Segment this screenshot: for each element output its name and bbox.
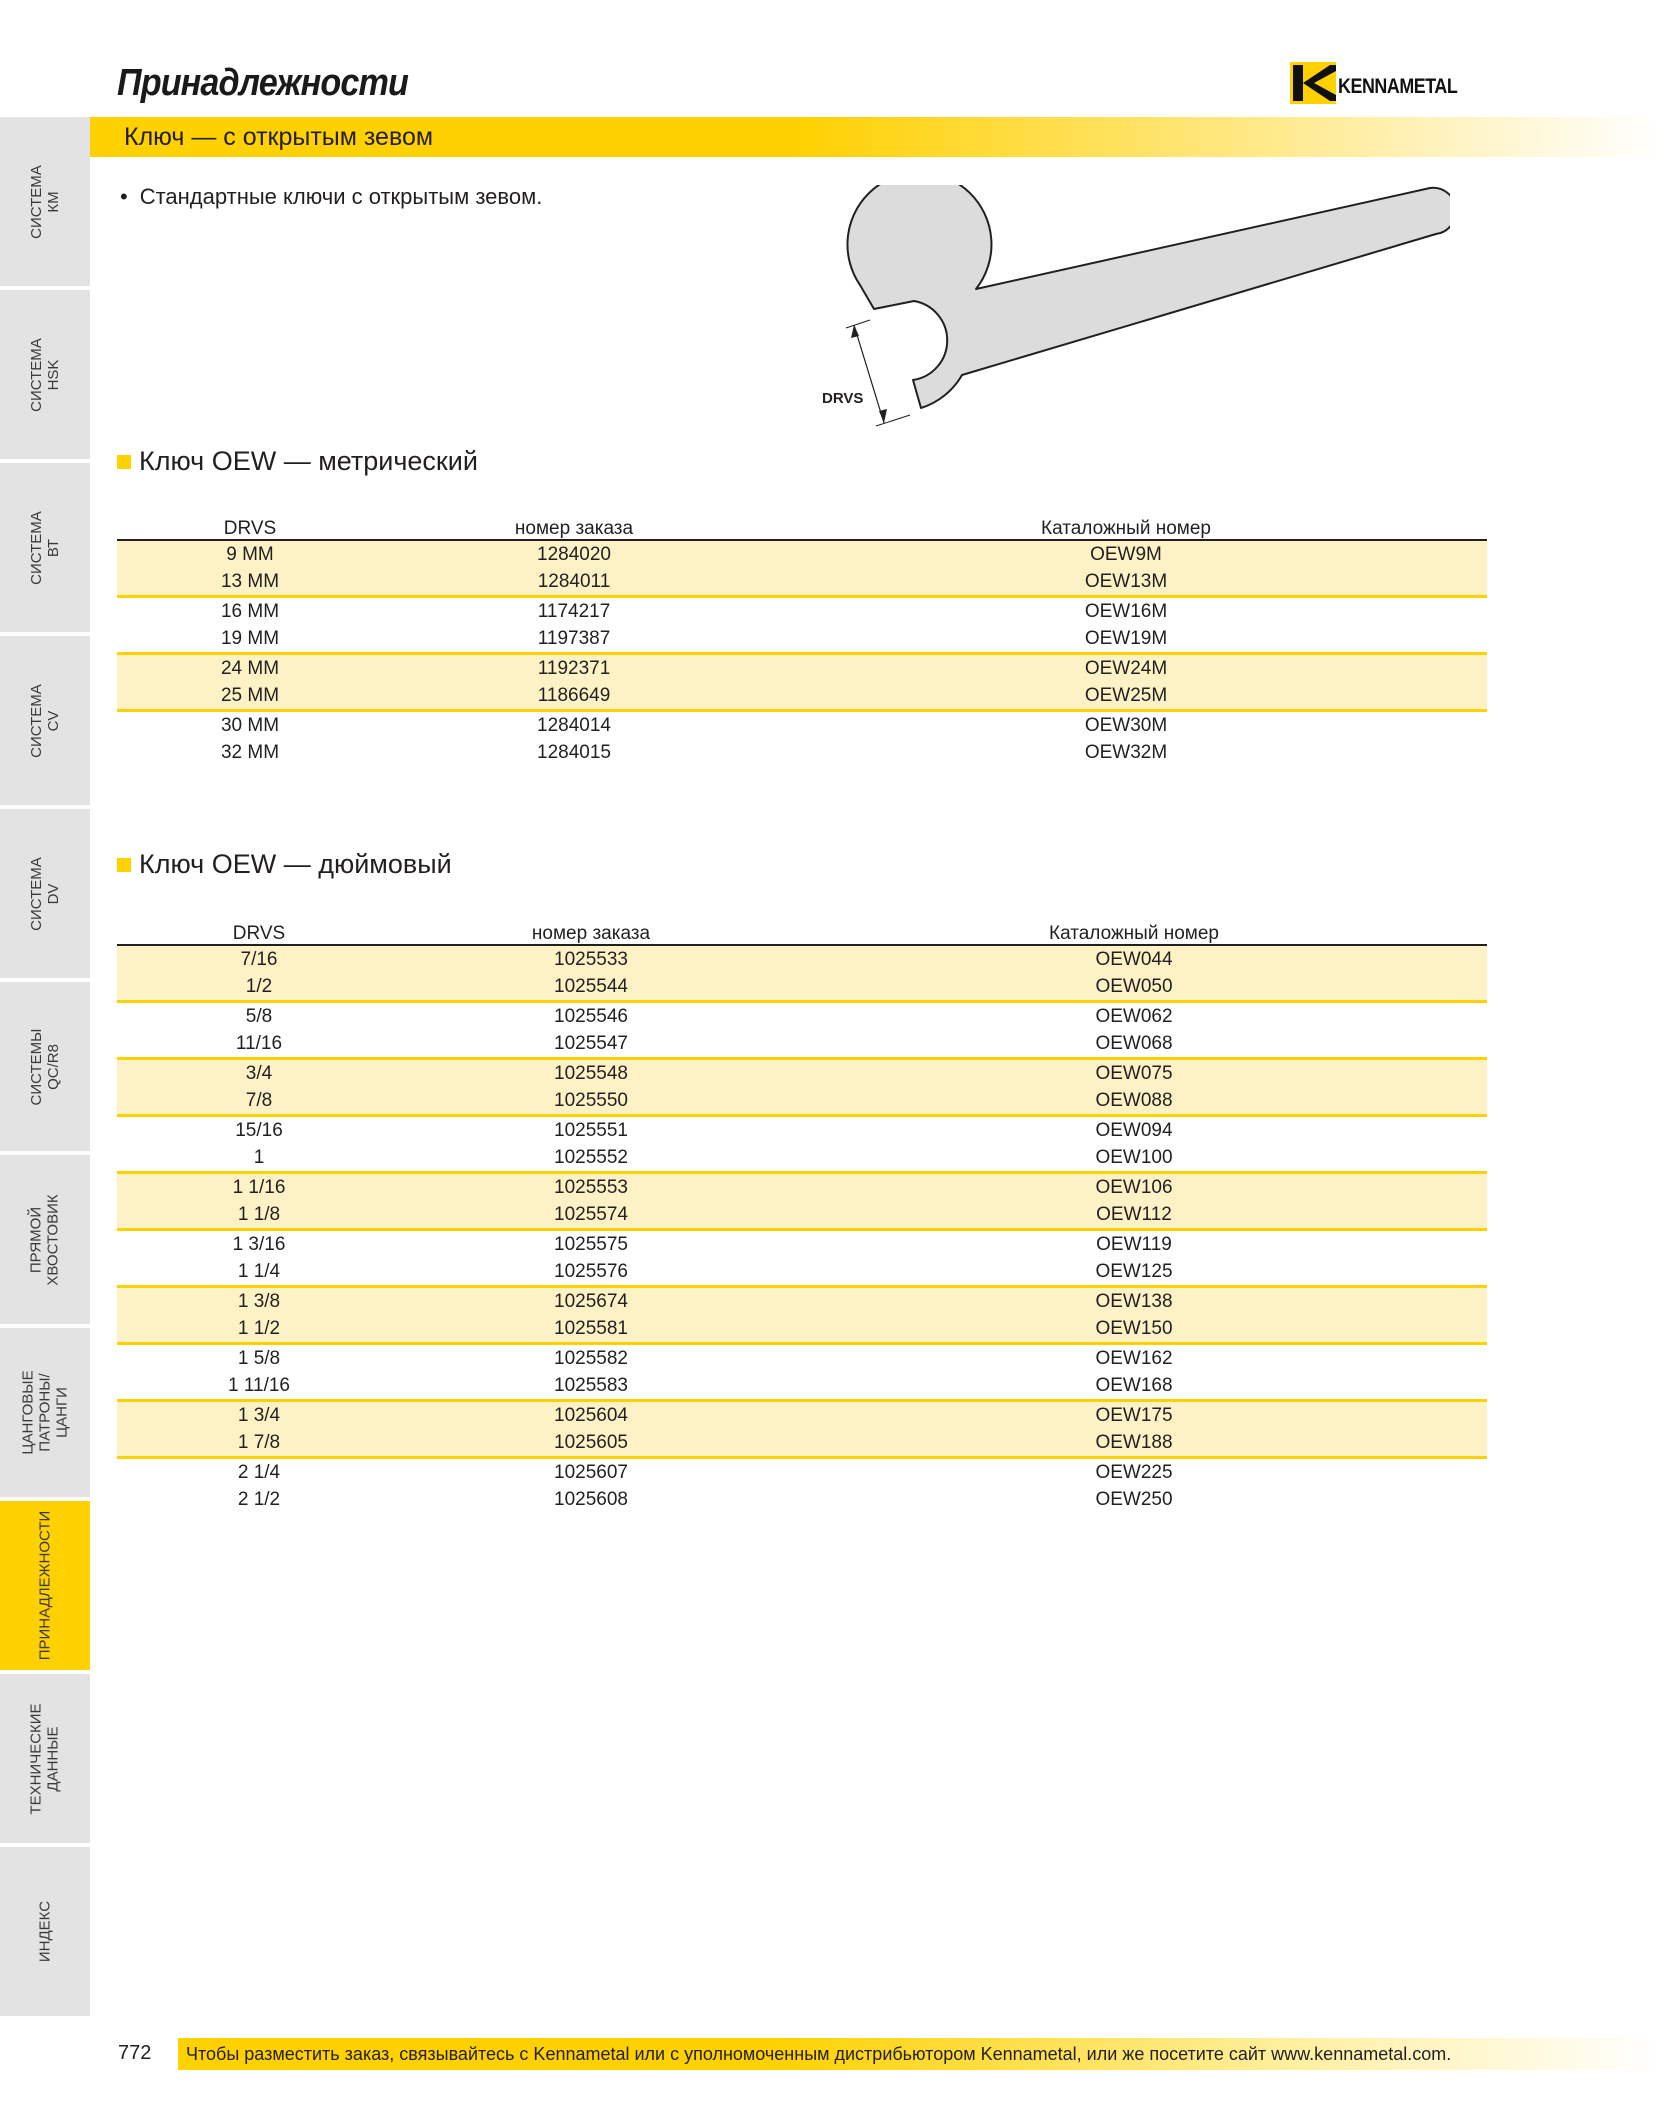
chapter-sidebar (0, 117, 90, 2020)
cell-order-number: 1025604 (554, 1405, 628, 1426)
page-footer (0, 2038, 1658, 2072)
table-row (117, 1372, 1487, 1401)
cell-catalog-number: OEW25M (1084, 685, 1168, 706)
table-row (117, 1059, 1487, 1088)
cell-drvs: 24 MM (220, 658, 280, 679)
sidebar-tab-label: ТЕХНИЧЕСКИЕ ДАННЫЕ (28, 1702, 62, 1815)
sidebar-tab-label: СИСТЕМА CV (28, 683, 62, 758)
cell-catalog-number: OEW068 (1095, 1033, 1173, 1054)
cell-drvs: 25 MM (220, 685, 280, 706)
cell-order-number: 1025548 (554, 1063, 628, 1084)
cell-drvs: 2 1/4 (237, 1462, 281, 1483)
cell-order-number: 1025605 (554, 1432, 628, 1453)
sidebar-tab-label: СИСТЕМА КМ (28, 164, 62, 239)
sidebar-tab-label: ПРЯМОЙ ХВОСТОВИК (28, 1193, 63, 1286)
row-group (117, 1287, 1487, 1344)
table-row (117, 1144, 1487, 1173)
cell-catalog-number: OEW32M (1084, 742, 1168, 763)
metric-section-title (117, 446, 478, 477)
cell-drvs: 19 MM (220, 628, 280, 649)
cell-catalog-number: OEW138 (1095, 1291, 1173, 1312)
cell-drvs: 15/16 (235, 1120, 283, 1141)
table-row (117, 1315, 1487, 1344)
table-row (117, 1458, 1487, 1487)
cell-catalog-number: OEW24M (1084, 658, 1168, 679)
cell-catalog-number: OEW094 (1095, 1120, 1173, 1141)
cell-order-number: 1025546 (554, 1006, 628, 1027)
cell-order-number: 1174217 (537, 601, 611, 622)
table-row (117, 973, 1487, 1002)
cell-drvs: 1 3/8 (237, 1291, 281, 1312)
column-header-drvs: DRVS (117, 924, 401, 945)
cell-order-number: 1025575 (554, 1234, 628, 1255)
table-row (117, 540, 1487, 568)
cell-order-number: 1186649 (537, 685, 611, 706)
table-row (117, 711, 1487, 740)
sidebar-tab-km[interactable] (0, 117, 90, 286)
column-header-order-number: номер заказа (383, 519, 765, 540)
cell-drvs: 1 3/16 (232, 1234, 286, 1255)
cell-order-number: 1025581 (554, 1318, 628, 1339)
table-row (117, 1344, 1487, 1373)
cell-order-number: 1197387 (537, 628, 611, 649)
sidebar-tab-label: ЦАНГОВЫЕ ПАТРОНЫ/ЦАНГИ (19, 1370, 71, 1455)
table-row (117, 1030, 1487, 1059)
table-row (117, 597, 1487, 626)
page-title: Принадлежности (117, 62, 409, 104)
cell-order-number: 1025547 (554, 1033, 628, 1054)
row-group (117, 711, 1487, 767)
cell-order-number: 1025551 (554, 1120, 628, 1141)
sidebar-tab-hsk[interactable] (0, 290, 90, 459)
cell-catalog-number: OEW050 (1095, 976, 1173, 997)
cell-order-number: 1025607 (554, 1462, 628, 1483)
feature-bullet (120, 184, 542, 210)
cell-catalog-number: OEW125 (1095, 1261, 1173, 1282)
yellow-square-icon (117, 858, 131, 872)
cell-catalog-number: OEW112 (1096, 1204, 1172, 1225)
cell-catalog-number: OEW100 (1095, 1147, 1173, 1168)
cell-order-number: 1025533 (554, 949, 628, 970)
cell-catalog-number: OEW168 (1095, 1375, 1173, 1396)
sidebar-tab-label: СИСТЕМА DV (28, 856, 62, 931)
cell-drvs: 3/4 (245, 1063, 273, 1084)
extension-line-top (846, 320, 870, 328)
row-group (117, 1401, 1487, 1458)
cell-order-number: 1192371 (537, 658, 611, 679)
cell-drvs: 1 7/8 (237, 1432, 281, 1453)
inch-section-title (117, 849, 452, 880)
row-group (117, 1173, 1487, 1230)
table-row (117, 1116, 1487, 1145)
cell-order-number: 1025544 (554, 976, 628, 997)
cell-drvs: 13 MM (220, 571, 280, 592)
sidebar-tab-bt[interactable] (0, 463, 90, 632)
cell-drvs: 16 MM (220, 601, 280, 622)
cell-catalog-number: OEW062 (1095, 1006, 1173, 1027)
column-header-catalog-number: Каталожный номер (781, 924, 1487, 945)
row-group (117, 945, 1487, 1002)
cell-catalog-number: OEW044 (1095, 949, 1173, 970)
cell-drvs: 1 11/16 (228, 1375, 290, 1396)
table-row (117, 682, 1487, 711)
cell-order-number: 1025576 (554, 1261, 628, 1282)
footer-order-note: Чтобы разместить заказ, связывайтесь с Kennametal или с уполномоченным дистрибьютором Kennametal, или же посетите сайт www.kennametal.com. (186, 2044, 1452, 2064)
sidebar-tab-label: СИСТЕМА ВТ (28, 510, 62, 585)
cell-drvs: 1 1/16 (232, 1177, 286, 1198)
cell-order-number: 1025608 (554, 1489, 628, 1510)
table-row (117, 1230, 1487, 1259)
wrench-icon (847, 185, 1450, 408)
cell-drvs: 7/8 (245, 1090, 273, 1111)
cell-drvs: 2 1/2 (237, 1489, 281, 1510)
table-row (117, 1287, 1487, 1316)
kennametal-k-icon (1290, 62, 1336, 104)
section-banner (90, 117, 1658, 157)
table-row (117, 1486, 1487, 1513)
sidebar-tab-collet-chucks[interactable] (0, 1328, 90, 1497)
cell-order-number: 1025582 (554, 1348, 628, 1369)
cell-drvs: 9 MM (226, 544, 274, 565)
cell-order-number: 1025553 (554, 1177, 628, 1198)
table-row (117, 1258, 1487, 1287)
sidebar-tab-straight-shank[interactable] (0, 1155, 90, 1324)
table-row (117, 739, 1487, 766)
cell-drvs: 30 MM (220, 715, 280, 736)
cell-order-number: 1025552 (554, 1147, 628, 1168)
row-group (117, 1458, 1487, 1514)
sidebar-tab-index[interactable] (0, 1847, 90, 2016)
inch-wrench-table (117, 924, 1487, 1513)
cell-drvs: 7/16 (240, 949, 278, 970)
row-group (117, 654, 1487, 711)
cell-order-number: 1025574 (554, 1204, 628, 1225)
cell-catalog-number: OEW250 (1095, 1489, 1173, 1510)
open-end-wrench-illustration (810, 185, 1450, 435)
row-group (117, 1344, 1487, 1401)
yellow-square-icon (117, 455, 131, 469)
table-row (117, 945, 1487, 973)
cell-drvs: 1 5/8 (237, 1348, 281, 1369)
cell-order-number: 1025674 (554, 1291, 628, 1312)
cell-order-number: 1284020 (537, 544, 611, 565)
column-header-order-number: номер заказа (401, 924, 781, 945)
table-row (117, 1429, 1487, 1458)
row-group (117, 597, 1487, 654)
cell-order-number: 1284014 (537, 715, 611, 736)
feature-bullet-text: Стандартные ключи с открытым зевом. (139, 184, 543, 209)
cell-catalog-number: OEW30M (1084, 715, 1168, 736)
cell-catalog-number: OEW175 (1095, 1405, 1173, 1426)
sidebar-tab-accessories[interactable] (0, 1501, 90, 1670)
cell-catalog-number: OEW225 (1095, 1462, 1173, 1483)
table-row (117, 568, 1487, 597)
footer-bar (178, 2038, 1658, 2070)
sidebar-tab-label: СИСТЕМЫ QC/R8 (28, 1028, 62, 1105)
column-header-catalog-number: Каталожный номер (765, 519, 1487, 540)
cell-drvs: 1 1/2 (237, 1318, 281, 1339)
bullet-dot: • (120, 184, 128, 209)
table-row (117, 1087, 1487, 1116)
cell-drvs: 5/8 (245, 1006, 273, 1027)
table-row (117, 625, 1487, 654)
table-row (117, 1002, 1487, 1031)
cell-order-number: 1284015 (537, 742, 611, 763)
sidebar-tab-label: СИСТЕМА HSK (28, 337, 62, 412)
drvs-dimension-label: DRVS (822, 390, 864, 407)
cell-drvs: 32 MM (220, 742, 280, 763)
row-group (117, 1116, 1487, 1173)
sidebar-tab-qc-r8[interactable] (0, 982, 90, 1151)
cell-drvs: 1/2 (245, 976, 273, 997)
cell-catalog-number: OEW162 (1095, 1348, 1173, 1369)
row-group (117, 1230, 1487, 1287)
row-group (117, 1002, 1487, 1059)
cell-catalog-number: OEW106 (1095, 1177, 1173, 1198)
sidebar-tab-technical-data[interactable] (0, 1674, 90, 1843)
dimension-line (854, 325, 884, 423)
cell-drvs: 1 1/8 (237, 1204, 281, 1225)
banner-title: Ключ — с открытым зевом (124, 123, 434, 151)
table-row (117, 654, 1487, 683)
table-row (117, 1173, 1487, 1202)
cell-catalog-number: OEW9M (1090, 544, 1162, 565)
cell-catalog-number: OEW13M (1084, 571, 1168, 592)
cell-catalog-number: OEW16M (1084, 601, 1168, 622)
column-header-drvs: DRVS (117, 519, 383, 540)
sidebar-tab-label: ПРИНАДЛЕЖНОСТИ (36, 1510, 54, 1661)
cell-drvs: 1 3/4 (237, 1405, 281, 1426)
cell-catalog-number: OEW188 (1095, 1432, 1173, 1453)
cell-drvs: 11/16 (235, 1033, 283, 1054)
sidebar-tab-dv[interactable] (0, 809, 90, 978)
cell-drvs: 1 1/4 (237, 1261, 281, 1282)
sidebar-tab-label: ИНДЕКС (36, 1900, 54, 1963)
extension-line-bottom (876, 415, 910, 426)
logo-wordmark: KENNAMETAL (1338, 75, 1458, 98)
cell-catalog-number: OEW19M (1084, 628, 1168, 649)
cell-catalog-number: OEW075 (1095, 1063, 1173, 1084)
cell-catalog-number: OEW119 (1096, 1234, 1172, 1255)
table-row (117, 1201, 1487, 1230)
sidebar-tab-cv[interactable] (0, 636, 90, 805)
metric-title-text: Ключ OEW — метрический (139, 446, 478, 476)
cell-drvs: 1 (253, 1147, 265, 1168)
cell-order-number: 1025583 (554, 1375, 628, 1396)
table-row (117, 1401, 1487, 1430)
row-group (117, 1059, 1487, 1116)
metric-wrench-table (117, 519, 1487, 766)
cell-order-number: 1284011 (537, 571, 611, 592)
row-group (117, 540, 1487, 597)
cell-catalog-number: OEW150 (1095, 1318, 1173, 1339)
inch-title-text: Ключ OEW — дюймовый (139, 849, 452, 879)
page-number: 772 (118, 2042, 152, 2064)
kennametal-logo (1290, 62, 1478, 104)
cell-catalog-number: OEW088 (1095, 1090, 1173, 1111)
cell-order-number: 1025550 (554, 1090, 628, 1111)
